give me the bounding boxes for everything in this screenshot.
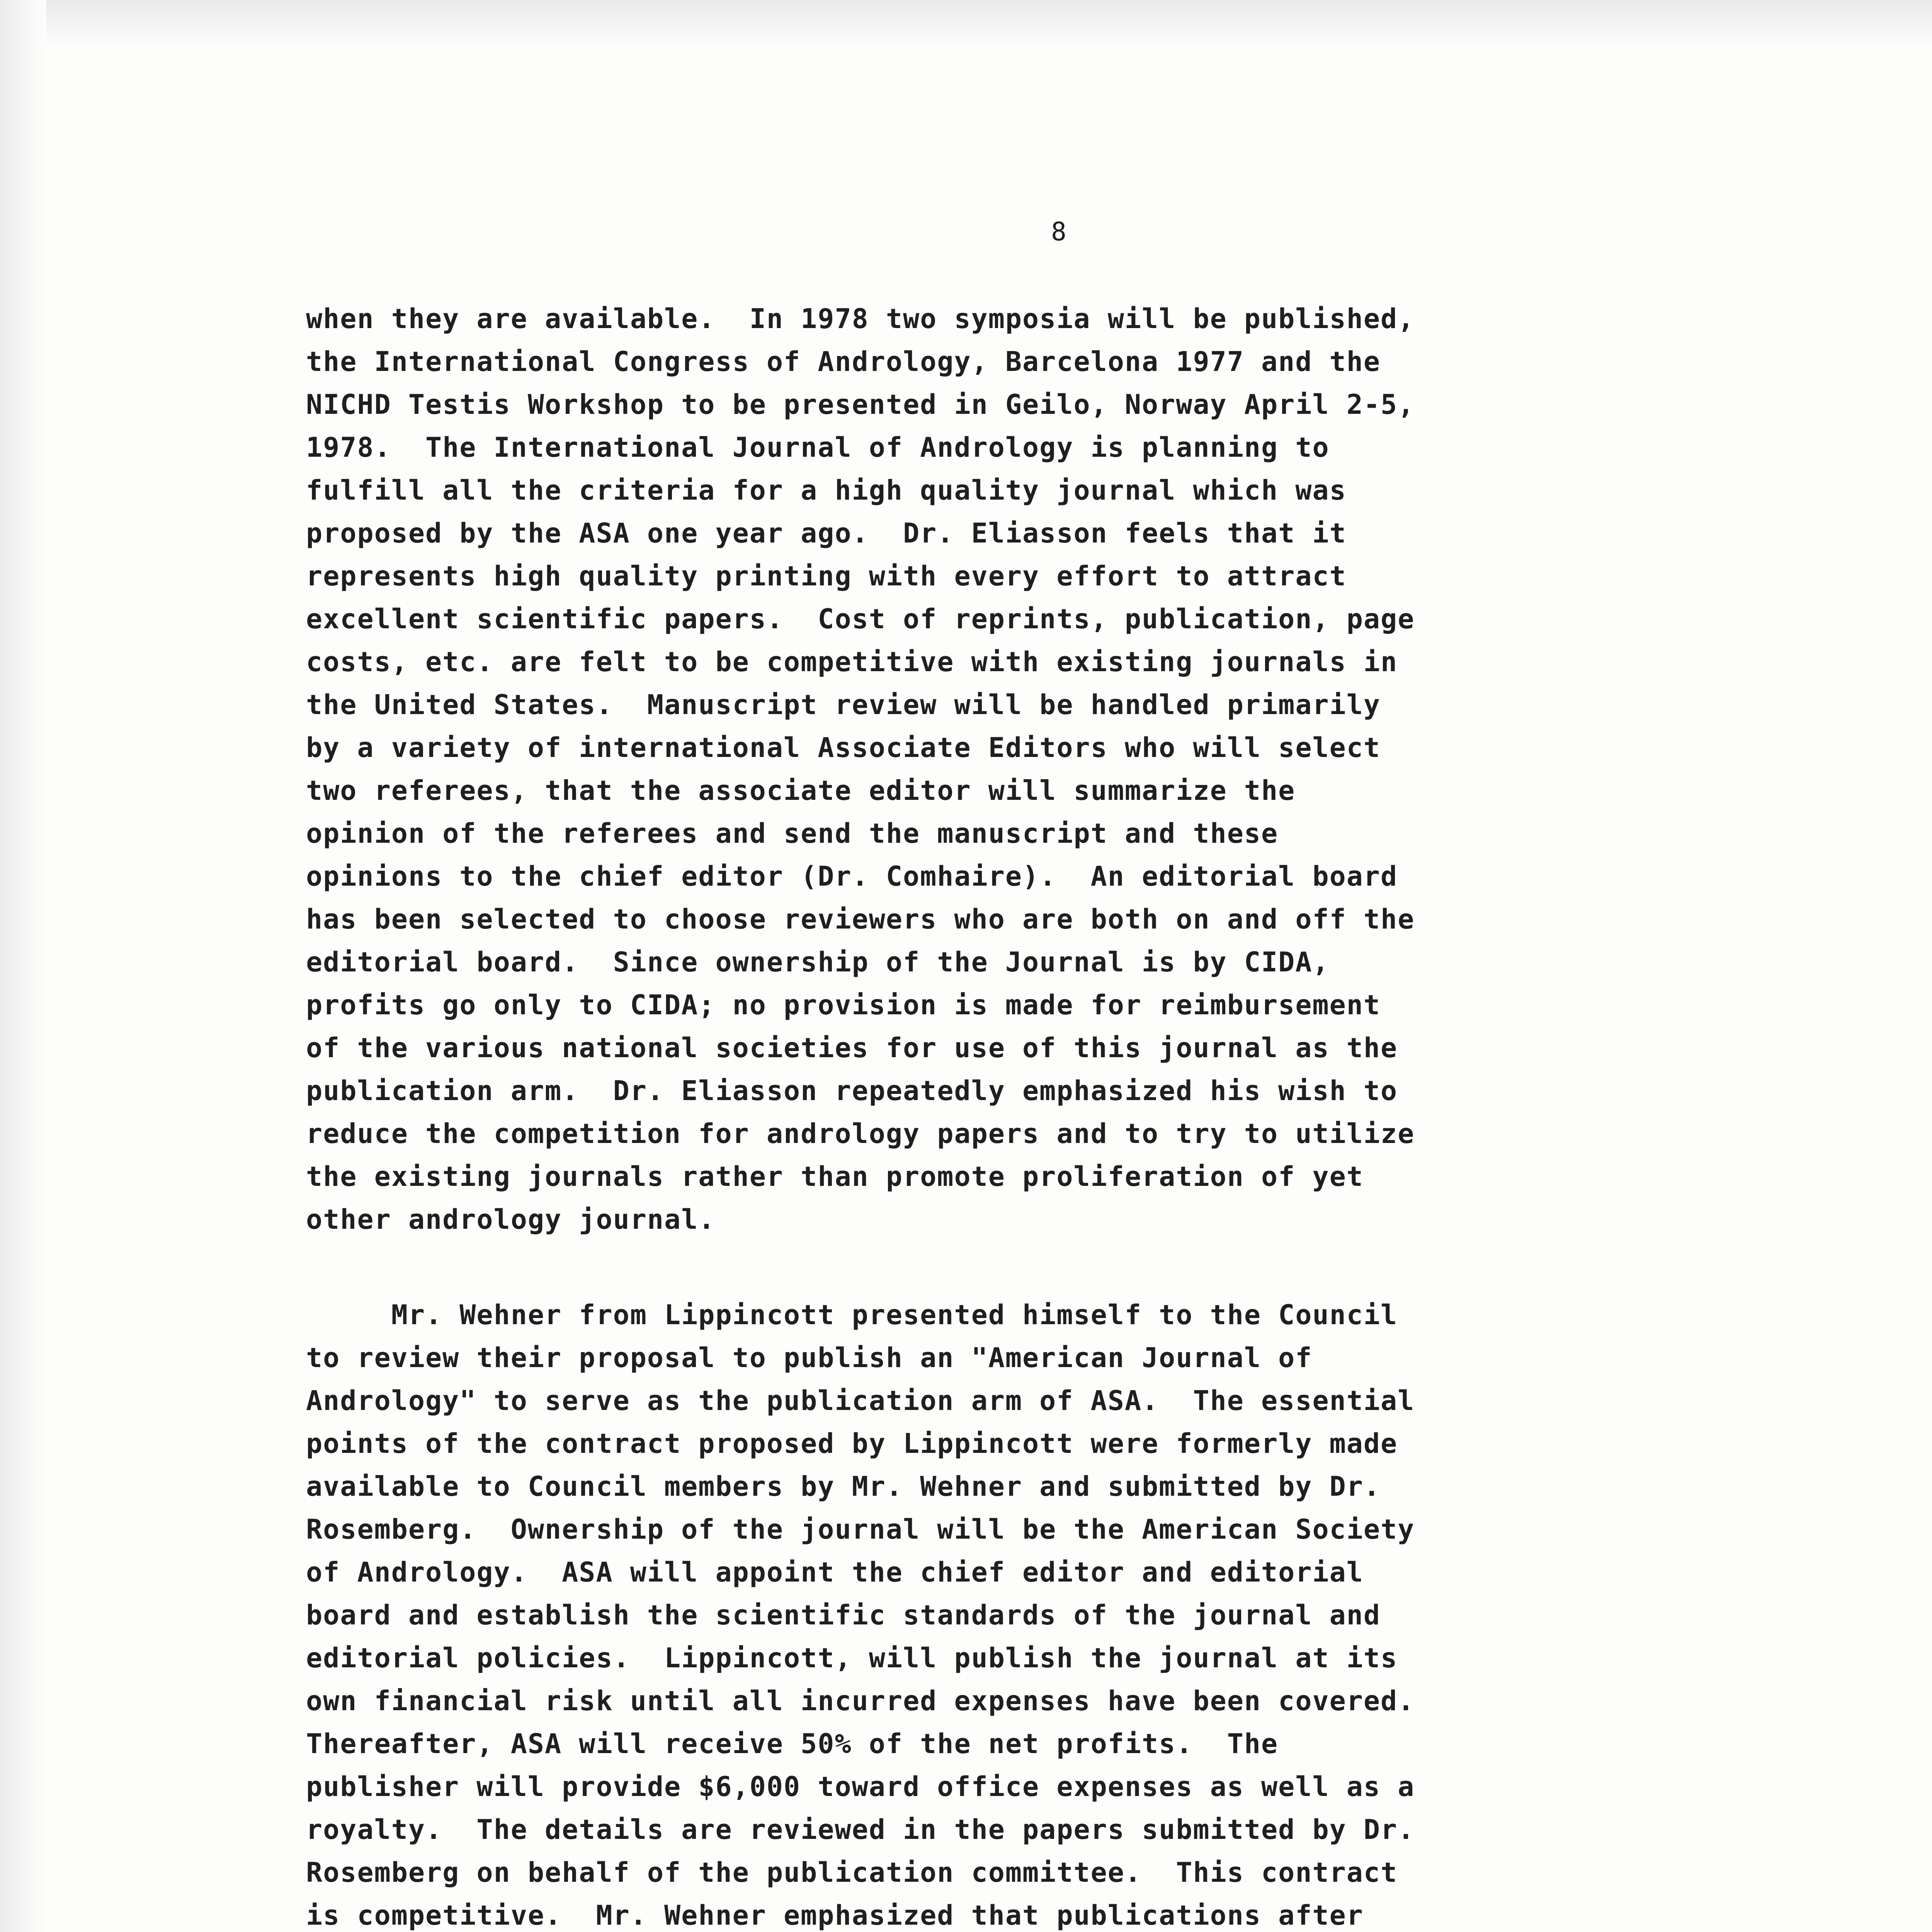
text-line: publisher will provide $6,000 toward office expenses as well as a [306, 1771, 1415, 1803]
text-line: points of the contract proposed by Lippincott were formerly made [306, 1428, 1398, 1459]
text-line: the International Congress of Andrology, Barcelona 1977 and the [306, 346, 1381, 378]
text-line: of the various national societies for use of this journal as the [306, 1032, 1398, 1064]
text-line: proposed by the ASA one year ago. Dr. Eliasson feels that it [306, 517, 1347, 549]
text-line: Rosemberg. Ownership of the journal will be the American Society [306, 1514, 1415, 1545]
text-line: profits go only to CIDA; no provision is made for reimbursement [306, 989, 1381, 1021]
text-line: represents high quality printing with every effort to attract [306, 560, 1347, 592]
text-line: by a variety of international Associate Editors who will select [306, 732, 1381, 764]
text-line: editorial policies. Lippincott, will publish the journal at its [306, 1642, 1398, 1674]
scan-shadow-left [0, 0, 46, 1932]
text-line: costs, etc. are felt to be competitive with existing journals in [306, 646, 1398, 678]
text-line: royalty. The details are reviewed in the papers submitted by Dr. [306, 1814, 1415, 1845]
text-line: publication arm. Dr. Eliasson repeatedly emphasized his wish to [306, 1075, 1398, 1107]
text-line: opinion of the referees and send the manuscript and these [306, 818, 1279, 849]
text-line: editorial board. Since ownership of the Journal is by CIDA, [306, 946, 1330, 978]
paragraph-lippincott-proposal [306, 1294, 1813, 1932]
text-line: is competitive. Mr. Wehner emphasized that publications after [306, 1900, 1364, 1931]
text-line: fulfill all the criteria for a high quality journal which was [306, 474, 1347, 506]
text-line: Rosemberg on behalf of the publication committee. This contract [306, 1857, 1398, 1888]
text-line: has been selected to choose reviewers who are both on and off the [306, 903, 1415, 935]
text-line: Andrology" to serve as the publication arm of ASA. The essential [306, 1385, 1415, 1417]
text-line: reduce the competition for andrology papers and to try to utilize [306, 1118, 1415, 1150]
text-line: the United States. Manuscript review will be handled primarily [306, 689, 1381, 721]
text-line: two referees, that the associate editor will summarize the [306, 775, 1296, 806]
text-line: 1978. The International Journal of Andrology is planning to [306, 432, 1330, 463]
text-line: other andrology journal. [306, 1204, 716, 1235]
text-line: board and establish the scientific standards of the journal and [306, 1599, 1381, 1631]
text-line: Thereafter, ASA will receive 50% of the net profits. The [306, 1728, 1279, 1760]
text-line: Mr. Wehner from Lippincott presented himself to the Council [306, 1299, 1398, 1331]
paragraph-journal-criteria [306, 298, 1813, 1241]
text-line: to review their proposal to publish an "American Journal of [306, 1342, 1313, 1374]
text-line: when they are available. In 1978 two symposia will be published, [306, 303, 1415, 335]
text-line: the existing journals rather than promote proliferation of yet [306, 1161, 1364, 1192]
text-line: opinions to the chief editor (Dr. Comhaire). An editorial board [306, 861, 1398, 892]
scan-shadow-top [0, 0, 1932, 43]
text-line: available to Council members by Mr. Wehner and submitted by Dr. [306, 1471, 1381, 1502]
page-number: 8 [1051, 217, 1066, 247]
text-line: NICHD Testis Workshop to be presented in Geilo, Norway April 2-5, [306, 389, 1415, 420]
text-line: of Andrology. ASA will appoint the chief editor and editorial [306, 1556, 1364, 1588]
text-line: own financial risk until all incurred expenses have been covered. [306, 1685, 1415, 1717]
text-line: excellent scientific papers. Cost of reprints, publication, page [306, 603, 1415, 635]
